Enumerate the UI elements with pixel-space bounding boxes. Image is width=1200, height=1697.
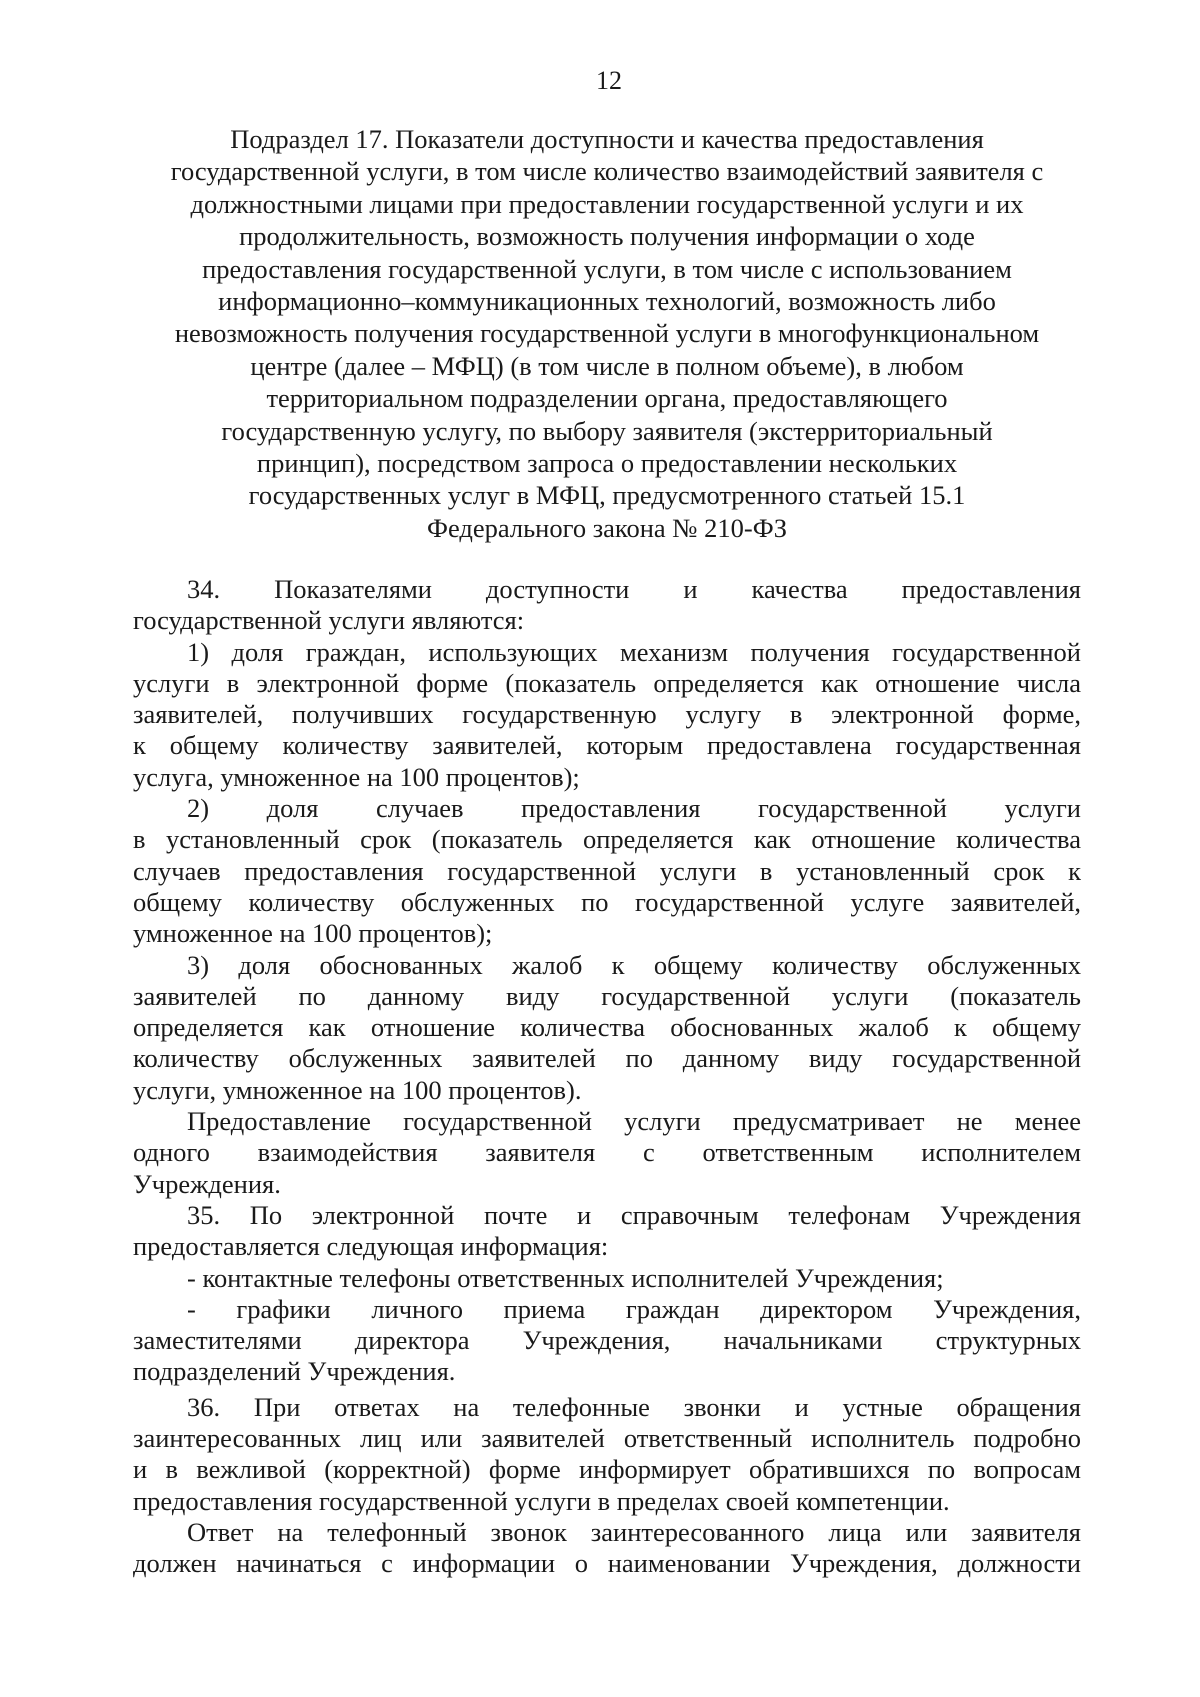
- paragraph-line: - графики личного приема граждан директором Учреждения,: [187, 1293, 1081, 1324]
- paragraph: [133, 637, 1081, 793]
- paragraph-line: к общему количеству заявителей, которым предоставлена государственная: [133, 730, 1081, 761]
- heading-line: принцип), посредством запроса о предоставлении нескольких: [256, 448, 958, 479]
- paragraph: [133, 1200, 1081, 1263]
- paragraph: [133, 1294, 1081, 1388]
- paragraph-line: услуга, умноженное на 100 процентов);: [133, 761, 580, 792]
- heading-line: центре (далее – МФЦ) (в том числе в полном объеме), в любом: [250, 350, 964, 381]
- paragraph-line: умноженное на 100 процентов);: [133, 918, 493, 949]
- paragraph-line: подразделений Учреждения.: [133, 1356, 456, 1387]
- paragraph-line: 34. Показателями доступности и качества предоставления: [187, 574, 1081, 604]
- paragraph: [133, 574, 1081, 637]
- document-body: [133, 574, 1081, 1580]
- paragraph-line: заявителей по данному виду государственной услуги (показатель: [133, 980, 1081, 1011]
- paragraph: [133, 1517, 1081, 1580]
- page-number: 12: [596, 66, 622, 95]
- paragraph-line: определяется как отношение количества обоснованных жалоб к общему: [133, 1012, 1081, 1043]
- heading-line: должностными лицами при предоставлении государственной услуги и их: [190, 188, 1024, 219]
- paragraph-line: случаев предоставления государственной услуги в установленный срок к: [133, 855, 1081, 886]
- paragraph-line: заместителями директора Учреждения, начальниками структурных: [133, 1325, 1081, 1356]
- paragraph-line: - контактные телефоны ответственных исполнителей Учреждения;: [187, 1262, 944, 1293]
- paragraph-line: заинтересованных лиц или заявителей ответственный исполнитель подробно: [133, 1423, 1081, 1454]
- paragraph-line: количеству обслуженных заявителей по данному виду государственной: [133, 1043, 1081, 1074]
- paragraph-line: заявителей, получивших государственную услугу в электронной форме,: [133, 699, 1081, 730]
- paragraph-line: 36. При ответах на телефонные звонки и устные обращения: [187, 1391, 1081, 1422]
- paragraph-line: общему количеству обслуженных по государственной услуге заявителей,: [133, 886, 1081, 917]
- heading-line: государственных услуг в МФЦ, предусмотренного статьей 15.1: [248, 480, 966, 511]
- heading-line: информационно–коммуникационных технологий, возможность либо: [218, 286, 996, 317]
- paragraph: [133, 950, 1081, 1106]
- paragraph-line: услуги в электронной форме (показатель определяется как отношение числа: [133, 667, 1081, 698]
- paragraph-line: одного взаимодействия заявителя с ответственным исполнителем: [133, 1137, 1081, 1168]
- paragraph-line: и в вежливой (корректной) форме информирует обратившихся по вопросам: [133, 1454, 1081, 1485]
- paragraph: [133, 1392, 1081, 1517]
- paragraph: [133, 1263, 1081, 1294]
- subsection-heading: [132, 123, 1082, 544]
- paragraph: [133, 793, 1081, 949]
- heading-line: государственной услуги, в том числе количество взаимодействий заявителя с: [170, 156, 1044, 187]
- heading-line: невозможность получения государственной услуги в многофункциональном: [174, 318, 1040, 349]
- paragraph-line: Учреждения.: [133, 1168, 281, 1199]
- paragraph: [133, 1106, 1081, 1200]
- paragraph-line: в установленный срок (показатель определяется как отношение количества: [133, 824, 1081, 855]
- paragraph-line: Ответ на телефонный звонок заинтересованного лица или заявителя: [187, 1516, 1081, 1547]
- paragraph-line: 2) доля случаев предоставления государственной услуги: [187, 793, 1081, 824]
- heading-line: Подраздел 17. Показатели доступности и качества предоставления: [230, 124, 984, 154]
- paragraph-line: 35. По электронной почте и справочным телефонам Учреждения: [187, 1199, 1081, 1230]
- heading-line: государственную услугу, по выбору заявителя (экстерриториальный: [221, 415, 993, 446]
- paragraph-line: предоставляется следующая информация:: [133, 1231, 609, 1262]
- heading-line: Федерального закона № 210-ФЗ: [427, 512, 787, 543]
- heading-line: продолжительность, возможность получения информации о ходе: [239, 221, 975, 252]
- paragraph-line: услуги, умноженное на 100 процентов).: [133, 1074, 582, 1105]
- paragraph-line: 3) доля обоснованных жалоб к общему количеству обслуженных: [187, 949, 1081, 980]
- paragraph-line: 1) доля граждан, использующих механизм получения государственной: [187, 636, 1081, 667]
- paragraph-line: предоставления государственной услуги в пределах своей компетенции.: [133, 1485, 950, 1516]
- paragraph-line: государственной услуги являются:: [133, 605, 525, 636]
- paragraph-line: Предоставление государственной услуги предусматривает не менее: [187, 1106, 1081, 1137]
- heading-line: территориальном подразделении органа, предоставляющего: [266, 383, 948, 414]
- paragraph-line: должен начинаться с информации о наименовании Учреждения, должности: [133, 1548, 1081, 1579]
- heading-line: предоставления государственной услуги, в том числе с использованием: [202, 253, 1012, 284]
